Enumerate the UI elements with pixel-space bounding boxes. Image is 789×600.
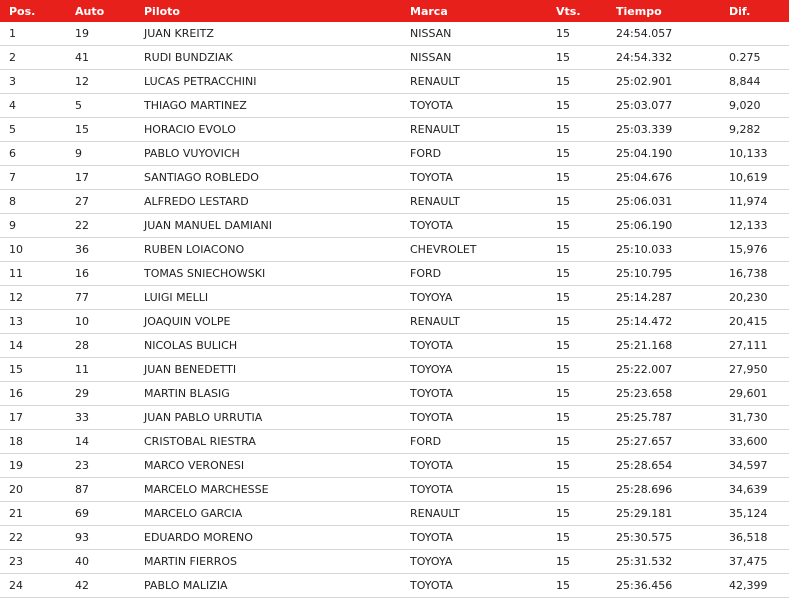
cell-auto: 42 [66,574,135,598]
cell-piloto: JUAN MANUEL DAMIANI [135,214,401,238]
cell-pos: 4 [0,94,66,118]
cell-tiempo: 25:10.795 [607,262,720,286]
cell-pos: 6 [0,142,66,166]
cell-auto: 12 [66,70,135,94]
cell-vts: 15 [547,478,607,502]
cell-piloto: JUAN BENEDETTI [135,358,401,382]
cell-auto: 15 [66,118,135,142]
cell-pos: 3 [0,70,66,94]
cell-vts: 15 [547,142,607,166]
cell-dif: 31,730 [720,406,789,430]
cell-pos: 13 [0,310,66,334]
cell-vts: 15 [547,190,607,214]
cell-dif: 27,111 [720,334,789,358]
table-body [0,22,789,598]
cell-dif: 42,399 [720,574,789,598]
cell-dif: 34,597 [720,454,789,478]
cell-pos: 19 [0,454,66,478]
cell-tiempo: 25:06.190 [607,214,720,238]
table-row [0,430,789,454]
cell-marca: TOYOTA [401,454,547,478]
cell-tiempo: 25:36.456 [607,574,720,598]
cell-marca: TOYOTA [401,214,547,238]
cell-auto: 11 [66,358,135,382]
cell-dif: 20,230 [720,286,789,310]
cell-auto: 5 [66,94,135,118]
cell-piloto: LUCAS PETRACCHINI [135,70,401,94]
cell-vts: 15 [547,454,607,478]
table-row [0,190,789,214]
cell-pos: 1 [0,22,66,46]
cell-pos: 17 [0,406,66,430]
cell-auto: 17 [66,166,135,190]
cell-marca: TOYOTA [401,574,547,598]
cell-auto: 23 [66,454,135,478]
cell-tiempo: 25:29.181 [607,502,720,526]
cell-vts: 15 [547,262,607,286]
cell-dif: 34,639 [720,478,789,502]
cell-piloto: EDUARDO MORENO [135,526,401,550]
cell-tiempo: 25:10.033 [607,238,720,262]
cell-pos: 21 [0,502,66,526]
table-header-row [0,0,789,22]
cell-marca: FORD [401,142,547,166]
cell-piloto: HORACIO EVOLO [135,118,401,142]
cell-auto: 19 [66,22,135,46]
cell-marca: FORD [401,262,547,286]
cell-piloto: MARCELO MARCHESSE [135,478,401,502]
cell-auto: 27 [66,190,135,214]
cell-pos: 7 [0,166,66,190]
cell-vts: 15 [547,526,607,550]
cell-pos: 11 [0,262,66,286]
cell-auto: 14 [66,430,135,454]
cell-tiempo: 25:03.339 [607,118,720,142]
cell-dif: 16,738 [720,262,789,286]
cell-pos: 5 [0,118,66,142]
cell-vts: 15 [547,382,607,406]
cell-dif: 0.275 [720,46,789,70]
cell-dif: 15,976 [720,238,789,262]
cell-dif: 37,475 [720,550,789,574]
cell-tiempo: 25:23.658 [607,382,720,406]
cell-vts: 15 [547,22,607,46]
cell-dif: 12,133 [720,214,789,238]
cell-vts: 15 [547,238,607,262]
cell-dif: 36,518 [720,526,789,550]
cell-auto: 41 [66,46,135,70]
cell-tiempo: 25:06.031 [607,190,720,214]
table-row [0,214,789,238]
cell-tiempo: 25:28.654 [607,454,720,478]
cell-vts: 15 [547,574,607,598]
cell-dif: 9,282 [720,118,789,142]
cell-piloto: MARTIN FIERROS [135,550,401,574]
cell-dif: 35,124 [720,502,789,526]
cell-auto: 9 [66,142,135,166]
cell-pos: 2 [0,46,66,70]
cell-piloto: PABLO MALIZIA [135,574,401,598]
cell-marca: TOYOTA [401,382,547,406]
cell-vts: 15 [547,94,607,118]
table-row [0,406,789,430]
table-row [0,142,789,166]
cell-vts: 15 [547,334,607,358]
cell-vts: 15 [547,286,607,310]
cell-pos: 12 [0,286,66,310]
cell-marca: RENAULT [401,190,547,214]
cell-tiempo: 24:54.057 [607,22,720,46]
table-row [0,310,789,334]
cell-piloto: LUIGI MELLI [135,286,401,310]
cell-piloto: CRISTOBAL RIESTRA [135,430,401,454]
cell-vts: 15 [547,310,607,334]
cell-piloto: RUBEN LOIACONO [135,238,401,262]
cell-piloto: JUAN PABLO URRUTIA [135,406,401,430]
cell-piloto: NICOLAS BULICH [135,334,401,358]
cell-piloto: SANTIAGO ROBLEDO [135,166,401,190]
cell-dif: 9,020 [720,94,789,118]
table-row [0,334,789,358]
table-row [0,262,789,286]
cell-tiempo: 25:03.077 [607,94,720,118]
header-marca: Marca [401,0,547,22]
table-row [0,22,789,46]
cell-marca: TOYOYA [401,358,547,382]
cell-auto: 40 [66,550,135,574]
table-row [0,70,789,94]
cell-vts: 15 [547,430,607,454]
cell-marca: TOYOTA [401,406,547,430]
cell-marca: RENAULT [401,118,547,142]
cell-piloto: JUAN KREITZ [135,22,401,46]
cell-pos: 24 [0,574,66,598]
cell-piloto: ALFREDO LESTARD [135,190,401,214]
cell-marca: TOYOTA [401,334,547,358]
cell-pos: 9 [0,214,66,238]
cell-marca: TOYOTA [401,526,547,550]
cell-auto: 69 [66,502,135,526]
cell-tiempo: 25:22.007 [607,358,720,382]
cell-marca: TOYOTA [401,166,547,190]
cell-dif: 8,844 [720,70,789,94]
cell-vts: 15 [547,358,607,382]
cell-piloto: MARTIN BLASIG [135,382,401,406]
cell-tiempo: 25:31.532 [607,550,720,574]
cell-piloto: MARCO VERONESI [135,454,401,478]
cell-dif: 11,974 [720,190,789,214]
cell-pos: 15 [0,358,66,382]
table-row [0,286,789,310]
cell-vts: 15 [547,166,607,190]
cell-pos: 20 [0,478,66,502]
cell-piloto: THIAGO MARTINEZ [135,94,401,118]
cell-tiempo: 25:30.575 [607,526,720,550]
cell-marca: TOYOYA [401,550,547,574]
cell-pos: 16 [0,382,66,406]
cell-piloto: PABLO VUYOVICH [135,142,401,166]
table-row [0,46,789,70]
cell-tiempo: 24:54.332 [607,46,720,70]
table-row [0,478,789,502]
table-row [0,118,789,142]
cell-tiempo: 25:02.901 [607,70,720,94]
cell-pos: 18 [0,430,66,454]
cell-pos: 14 [0,334,66,358]
table-row [0,550,789,574]
cell-marca: TOYOTA [401,94,547,118]
cell-marca: RENAULT [401,70,547,94]
header-piloto: Piloto [135,0,401,22]
cell-auto: 87 [66,478,135,502]
table-row [0,502,789,526]
cell-marca: NISSAN [401,22,547,46]
table-row [0,94,789,118]
cell-vts: 15 [547,46,607,70]
cell-vts: 15 [547,550,607,574]
cell-pos: 8 [0,190,66,214]
cell-tiempo: 25:04.676 [607,166,720,190]
table-row [0,574,789,598]
header-vts: Vts. [547,0,607,22]
cell-marca: RENAULT [401,310,547,334]
cell-marca: NISSAN [401,46,547,70]
cell-piloto: MARCELO GARCIA [135,502,401,526]
header-pos: Pos. [0,0,66,22]
cell-dif: 27,950 [720,358,789,382]
cell-tiempo: 25:21.168 [607,334,720,358]
table-row [0,382,789,406]
cell-tiempo: 25:27.657 [607,430,720,454]
cell-vts: 15 [547,214,607,238]
cell-pos: 22 [0,526,66,550]
cell-vts: 15 [547,502,607,526]
header-dif: Dif. [720,0,789,22]
cell-auto: 93 [66,526,135,550]
cell-dif: 10,133 [720,142,789,166]
cell-vts: 15 [547,70,607,94]
header-tiempo: Tiempo [607,0,720,22]
cell-marca: TOYOTA [401,478,547,502]
cell-auto: 10 [66,310,135,334]
cell-piloto: TOMAS SNIECHOWSKI [135,262,401,286]
table-row [0,526,789,550]
cell-dif: 29,601 [720,382,789,406]
table-row [0,358,789,382]
cell-pos: 10 [0,238,66,262]
cell-tiempo: 25:04.190 [607,142,720,166]
cell-auto: 33 [66,406,135,430]
cell-tiempo: 25:14.287 [607,286,720,310]
cell-auto: 16 [66,262,135,286]
table-row [0,454,789,478]
cell-auto: 29 [66,382,135,406]
cell-vts: 15 [547,406,607,430]
cell-auto: 77 [66,286,135,310]
cell-marca: FORD [401,430,547,454]
cell-pos: 23 [0,550,66,574]
cell-auto: 36 [66,238,135,262]
cell-dif [720,22,789,46]
table-row [0,238,789,262]
cell-marca: CHEVROLET [401,238,547,262]
cell-tiempo: 25:14.472 [607,310,720,334]
cell-marca: TOYOYA [401,286,547,310]
cell-marca: RENAULT [401,502,547,526]
cell-auto: 22 [66,214,135,238]
cell-tiempo: 25:28.696 [607,478,720,502]
cell-piloto: RUDI BUNDZIAK [135,46,401,70]
header-auto: Auto [66,0,135,22]
cell-dif: 20,415 [720,310,789,334]
cell-dif: 10,619 [720,166,789,190]
cell-piloto: JOAQUIN VOLPE [135,310,401,334]
cell-vts: 15 [547,118,607,142]
cell-tiempo: 25:25.787 [607,406,720,430]
cell-dif: 33,600 [720,430,789,454]
table-row [0,166,789,190]
cell-auto: 28 [66,334,135,358]
